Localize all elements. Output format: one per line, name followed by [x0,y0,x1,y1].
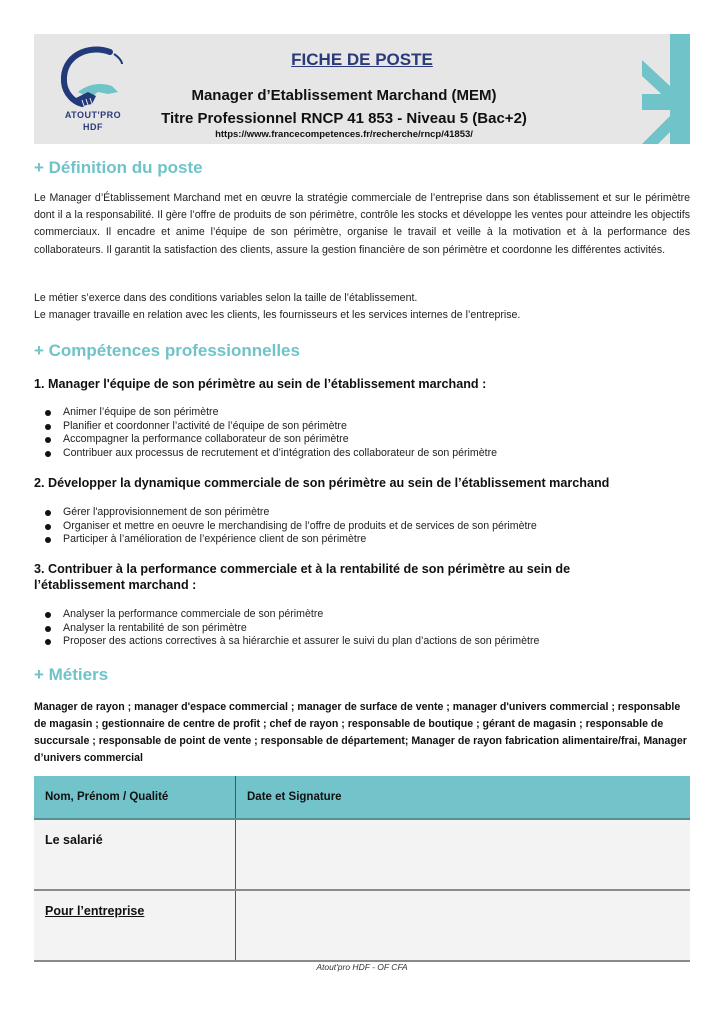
list-item: Participer à l’amélioration de l’expérience client de son périmètre [44,533,537,547]
list-item: Proposer des actions correctives à sa hiérarchie et assurer le suivi du plan d’actions de son périmètre [44,635,539,649]
list-item: Organiser et mettre en oeuvre le merchandising de l’offre de produits et de services de son périmètre [44,520,537,534]
logo-text-line2: HDF [83,122,103,132]
competence-list-3 [44,608,539,649]
competence-list-1 [44,406,497,460]
signature-field-company[interactable] [236,890,691,961]
signature-field-employee[interactable] [236,819,691,890]
list-item: Animer l’équipe de son périmètre [44,406,497,420]
list-item: Accompagner la performance collaborateur de son périmètre [44,433,497,447]
table-row [34,819,690,890]
certification-title: Titre Professionnel RNCP 41 853 - Niveau 5 (Bac+2) [161,110,527,127]
definition-line-1: Le métier s’exerce dans des conditions variables selon la taille de l’établissement. [34,292,418,304]
definition-line-2: Le manager travaille en relation avec les clients, les fournisseurs et les services internes de l’entreprise. [34,309,521,321]
list-item: Analyser la performance commerciale de son périmètre [44,608,539,622]
list-item: Contribuer aux processus de recrutement et d’intégration des collaborateur de son périmètre [44,447,497,461]
job-title: Manager d’Etablissement Marchand (MEM) [191,87,497,104]
list-item: Planifier et coordonner l’activité de l’équipe de son périmètre [44,420,497,434]
row-label-employee: Le salarié [34,819,236,890]
table-header-row [34,776,690,819]
row-label-company: Pour l’entreprise [45,904,145,918]
competence-heading-2: 2. Développer la dynamique commerciale de son périmètre au sein de l’établissement marchand [34,476,610,490]
rncp-url[interactable]: https://www.francecompetences.fr/recherche/rncp/41853/ [215,129,473,140]
competence-heading-3: 3. Contribuer à la performance commerciale et à la rentabilité de son périmètre au sein de l’établissement marchand : [34,562,571,592]
competence-list-2 [44,506,537,547]
column-header-name: Nom, Prénom / Qualité [34,776,236,819]
logo-text-line1: ATOUT'PRO [64,110,122,120]
document-type-title: FICHE DE POSTE [291,50,433,69]
table-row [34,890,690,961]
competence-heading-1: 1. Manager l'équipe de son périmètre au sein de l’établissement marchand : [34,377,487,391]
section-title-definition: + Définition du poste [34,158,203,177]
column-header-signature: Date et Signature [236,776,691,819]
section-title-metiers: + Métiers [34,665,109,684]
section-title-competences: + Compétences professionnelles [34,341,300,360]
list-item: Gérer l'approvisionnement de son périmètre [44,506,537,520]
document-header [34,34,690,144]
decorative-arrow-icon [634,34,690,144]
list-item: Analyser la rentabilité de son périmètre [44,622,539,636]
definition-paragraph: Le Manager d’Établissement Marchand met en œuvre la stratégie commerciale de l’entreprise dans son établissement et sur le périmètre dont il a la responsabilité. Il gère l’offre de produits de son périmètre, contrôle les stocks et développe les ventes pour atteindre les objectifs commerciaux. Il encadre et anime l’équipe de son périmètre, organise le travail et veille à la motivation et à la performance des collaborateurs. Il garantit la satisfaction des clients, assure la gestion financière de son périmètre et coordonne les différentes activités. [34,192,690,256]
metiers-list: Manager de rayon ; manager d'espace commercial ; manager de surface de vente ; manager d'univers commercial ; responsable de magasin ; gestionnaire de centre de profit ; chef de rayon ; responsable de boutique ; gérant de magasin ; responsable de succursale ; responsable de point de vente ; responsable de département; Manager de rayon fabrication alimentaire/frai, Manager d’univers commercial [34,701,687,764]
page-footer: Atout'pro HDF - OF CFA [316,962,408,972]
signature-table [34,776,690,962]
